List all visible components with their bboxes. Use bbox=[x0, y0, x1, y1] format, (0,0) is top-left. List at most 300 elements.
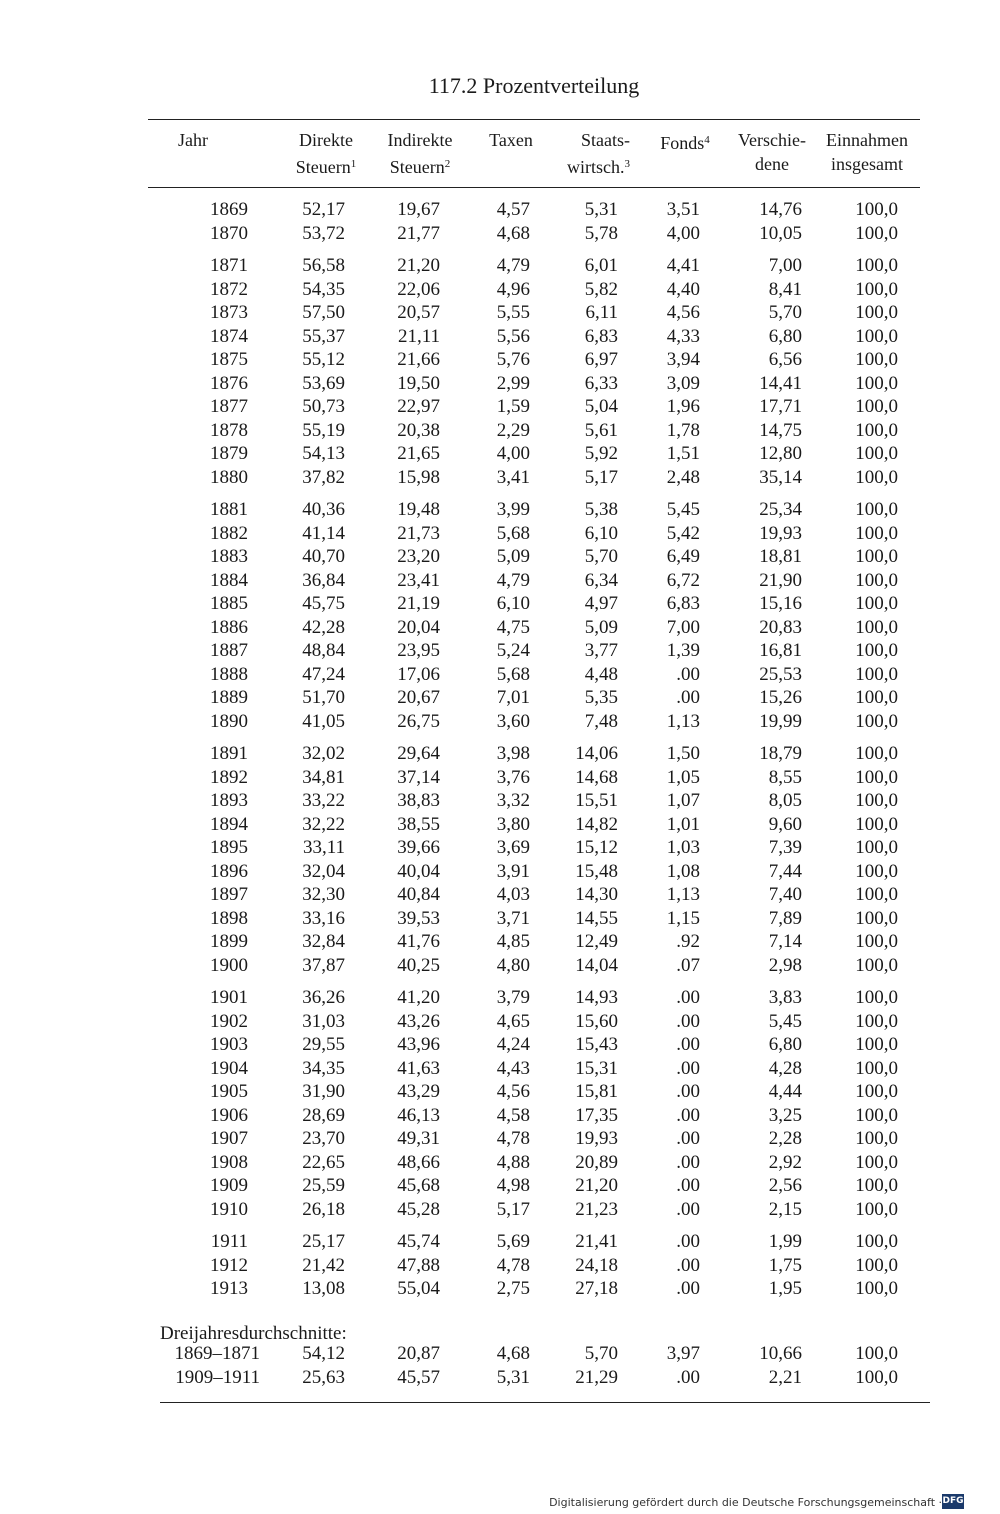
cell-staats: 20,89 bbox=[575, 1151, 618, 1173]
cell-fonds: 2,48 bbox=[666, 466, 700, 488]
cell-taxen: 4,43 bbox=[496, 1057, 530, 1079]
cell-year: 1895 bbox=[210, 837, 248, 858]
average-row bbox=[0, 1367, 1000, 1389]
cell-einnahmen: 100,0 bbox=[855, 499, 898, 520]
cell-staats: 6,83 bbox=[584, 325, 618, 347]
cell-fonds: .00 bbox=[676, 663, 700, 685]
cell-year: 1872 bbox=[210, 278, 248, 300]
cell-verschiedene: 9,60 bbox=[768, 813, 802, 835]
cell-fonds: .00 bbox=[676, 1198, 700, 1220]
header-verschiedene bbox=[726, 128, 818, 176]
cell-indirekte: 19,48 bbox=[397, 499, 440, 520]
cell-indirekte: 47,88 bbox=[397, 1254, 440, 1276]
cell-verschiedene: 4,28 bbox=[768, 1057, 802, 1079]
cell-year: 1888 bbox=[210, 663, 248, 685]
cell-taxen: 3,60 bbox=[496, 710, 530, 732]
cell-verschiedene: 17,71 bbox=[759, 396, 802, 417]
cell-staats: 15,51 bbox=[575, 790, 618, 811]
cell-year: 1869 bbox=[210, 199, 248, 220]
cell-staats: 6,11 bbox=[585, 302, 618, 323]
cell-direkte: 21,42 bbox=[302, 1254, 345, 1276]
cell-indirekte: 43,96 bbox=[397, 1034, 440, 1055]
cell-year: 1879 bbox=[210, 443, 248, 464]
cell-einnahmen: 100,0 bbox=[855, 790, 898, 811]
cell-direkte: 32,22 bbox=[302, 813, 345, 835]
cell-taxen: 4,85 bbox=[496, 931, 530, 952]
cell-year: 1878 bbox=[210, 419, 248, 441]
cell-verschiedene: 2,56 bbox=[768, 1175, 802, 1196]
cell-indirekte: 21,11 bbox=[397, 325, 440, 347]
cell-verschiedene: 2,28 bbox=[768, 1128, 802, 1149]
cell-staats: 14,68 bbox=[575, 766, 618, 788]
table-row bbox=[0, 814, 1000, 836]
cell-indirekte: 21,20 bbox=[397, 255, 440, 276]
cell-fonds: 4,40 bbox=[666, 278, 700, 300]
cell-year: 1884 bbox=[210, 569, 248, 591]
cell-verschiedene: 1,99 bbox=[768, 1231, 802, 1252]
cell-verschiedene: 7,89 bbox=[768, 907, 802, 929]
cell-fonds: .92 bbox=[676, 931, 700, 952]
cell-indirekte: 40,25 bbox=[397, 954, 440, 976]
cell-indirekte: 40,04 bbox=[397, 860, 440, 882]
cell-indirekte: 46,13 bbox=[397, 1104, 440, 1126]
table-row bbox=[0, 223, 1000, 245]
table-row bbox=[0, 467, 1000, 489]
cell-taxen: 5,56 bbox=[496, 325, 530, 347]
cell-einnahmen: 100,0 bbox=[855, 743, 898, 764]
cell-verschiedene: 18,79 bbox=[759, 743, 802, 764]
cell-fonds: .00 bbox=[676, 1034, 700, 1055]
table-row bbox=[0, 279, 1000, 301]
cell-fonds: .00 bbox=[676, 1278, 700, 1299]
cell-verschiedene: 7,44 bbox=[768, 860, 802, 882]
cell-fonds: 4,41 bbox=[666, 255, 700, 276]
cell-taxen: 4,96 bbox=[496, 278, 530, 300]
cell-verschiedene: 20,83 bbox=[759, 616, 802, 638]
cell-taxen: 4,78 bbox=[496, 1128, 530, 1149]
cell-verschiedene: 10,66 bbox=[759, 1343, 802, 1364]
cell-einnahmen: 100,0 bbox=[855, 931, 898, 952]
cell-verschiedene: 4,44 bbox=[768, 1081, 802, 1102]
table-row bbox=[0, 396, 1000, 418]
cell-verschiedene: 35,14 bbox=[759, 466, 802, 488]
cell-indirekte: 21,19 bbox=[397, 593, 440, 614]
cell-indirekte: 49,31 bbox=[397, 1128, 440, 1149]
cell-year: 1891 bbox=[210, 743, 248, 764]
cell-direkte: 40,36 bbox=[302, 499, 345, 520]
cell-staats: 5,35 bbox=[584, 687, 618, 708]
cell-staats: 14,04 bbox=[575, 954, 618, 976]
cell-indirekte: 48,66 bbox=[397, 1151, 440, 1173]
cell-indirekte: 23,95 bbox=[397, 640, 440, 661]
cell-taxen: 7,01 bbox=[496, 687, 530, 708]
cell-year: 1903 bbox=[210, 1034, 248, 1055]
cell-fonds: .00 bbox=[676, 987, 700, 1008]
header-indirekte-line1: Indirekte bbox=[387, 130, 453, 150]
cell-einnahmen: 100,0 bbox=[855, 687, 898, 708]
cell-fonds: .00 bbox=[676, 1175, 700, 1196]
cell-indirekte: 21,66 bbox=[397, 349, 440, 370]
cell-direkte: 22,65 bbox=[302, 1151, 345, 1173]
cell-einnahmen: 100,0 bbox=[855, 522, 898, 544]
cell-staats: 5,92 bbox=[584, 443, 618, 464]
cell-direkte: 51,70 bbox=[302, 687, 345, 708]
cell-einnahmen: 100,0 bbox=[855, 199, 898, 220]
table-row bbox=[0, 199, 1000, 221]
cell-fonds: 5,42 bbox=[666, 522, 700, 544]
cell-year: 1908 bbox=[210, 1151, 248, 1173]
cell-staats: 14,30 bbox=[575, 884, 618, 905]
table-row bbox=[0, 349, 1000, 371]
cell-verschiedene: 21,90 bbox=[759, 569, 802, 591]
table-row bbox=[0, 767, 1000, 789]
cell-fonds: 1,96 bbox=[666, 396, 700, 417]
cell-einnahmen: 100,0 bbox=[855, 1128, 898, 1149]
cell-direkte: 37,87 bbox=[302, 954, 345, 976]
cell-fonds: 1,78 bbox=[666, 419, 700, 441]
cell-indirekte: 45,28 bbox=[397, 1198, 440, 1220]
cell-year: 1907 bbox=[210, 1128, 248, 1149]
table-row bbox=[0, 908, 1000, 930]
cell-direkte: 32,02 bbox=[302, 743, 345, 764]
cell-fonds: .00 bbox=[676, 1231, 700, 1252]
cell-staats: 15,12 bbox=[575, 837, 618, 858]
cell-staats: 6,33 bbox=[584, 372, 618, 394]
cell-indirekte: 21,73 bbox=[397, 522, 440, 544]
cell-indirekte: 19,50 bbox=[397, 372, 440, 394]
cell-year: 1912 bbox=[210, 1254, 248, 1276]
cell-einnahmen: 100,0 bbox=[855, 255, 898, 276]
cell-staats: 4,97 bbox=[584, 593, 618, 614]
cell-direkte: 25,17 bbox=[302, 1231, 345, 1252]
cell-direkte: 13,08 bbox=[302, 1278, 345, 1299]
cell-fonds: 1,15 bbox=[666, 907, 700, 929]
cell-direkte: 33,22 bbox=[302, 790, 345, 811]
cell-staats: 6,97 bbox=[584, 349, 618, 370]
table-row bbox=[0, 1255, 1000, 1277]
cell-year: 1910 bbox=[210, 1198, 248, 1220]
cell-verschiedene: 8,55 bbox=[768, 766, 802, 788]
cell-year: 1885 bbox=[210, 593, 248, 614]
cell-taxen: 4,79 bbox=[496, 255, 530, 276]
cell-direkte: 50,73 bbox=[302, 396, 345, 417]
cell-taxen: 4,65 bbox=[496, 1010, 530, 1032]
table-row bbox=[0, 617, 1000, 639]
cell-einnahmen: 100,0 bbox=[855, 813, 898, 835]
cell-einnahmen: 100,0 bbox=[855, 1254, 898, 1276]
cell-fonds: .00 bbox=[676, 1151, 700, 1173]
cell-verschiedene: 1,75 bbox=[768, 1254, 802, 1276]
cell-fonds: .00 bbox=[676, 1104, 700, 1126]
cell-taxen: 5,69 bbox=[496, 1231, 530, 1252]
cell-direkte: 54,12 bbox=[302, 1343, 345, 1364]
header-verschiedene-line2: dene bbox=[755, 154, 789, 174]
cell-year: 1906 bbox=[210, 1104, 248, 1126]
table-row bbox=[0, 1128, 1000, 1150]
cell-direkte: 40,70 bbox=[302, 546, 345, 567]
cell-direkte: 55,37 bbox=[302, 325, 345, 347]
cell-staats: 17,35 bbox=[575, 1104, 618, 1126]
cell-fonds: 1,07 bbox=[666, 790, 700, 811]
cell-year: 1880 bbox=[210, 466, 248, 488]
cell-staats: 21,29 bbox=[575, 1367, 618, 1388]
section-label: Dreijahresdurchschnitte: bbox=[160, 1323, 347, 1344]
cell-indirekte: 45,57 bbox=[397, 1367, 440, 1388]
cell-taxen: 4,75 bbox=[496, 616, 530, 638]
cell-staats: 21,41 bbox=[575, 1231, 618, 1252]
cell-direkte: 55,12 bbox=[302, 349, 345, 370]
cell-taxen: 5,09 bbox=[496, 546, 530, 567]
table-row bbox=[0, 837, 1000, 859]
table-title: 117.2 Prozentverteilung bbox=[428, 73, 640, 98]
cell-staats: 14,93 bbox=[575, 987, 618, 1008]
cell-year: 1905 bbox=[210, 1081, 248, 1102]
cell-taxen: 5,76 bbox=[496, 349, 530, 370]
cell-einnahmen: 100,0 bbox=[855, 860, 898, 882]
cell-year: 1893 bbox=[210, 790, 248, 811]
cell-indirekte: 40,84 bbox=[397, 884, 440, 905]
cell-fonds: 4,56 bbox=[666, 302, 700, 323]
cell-direkte: 41,14 bbox=[302, 522, 345, 544]
cell-staats: 21,23 bbox=[575, 1198, 618, 1220]
cell-fonds: .00 bbox=[676, 1081, 700, 1102]
table-row bbox=[0, 1011, 1000, 1033]
cell-einnahmen: 100,0 bbox=[855, 349, 898, 370]
cell-indirekte: 37,14 bbox=[397, 766, 440, 788]
cell-year: 1899 bbox=[210, 931, 248, 952]
cell-einnahmen: 100,0 bbox=[855, 1151, 898, 1173]
cell-taxen: 3,69 bbox=[496, 837, 530, 858]
cell-fonds: .07 bbox=[676, 954, 700, 976]
cell-taxen: 5,55 bbox=[496, 302, 530, 323]
header-fonds-line1: Fonds$^4$ bbox=[660, 133, 710, 153]
table-row bbox=[0, 1034, 1000, 1056]
cell-fonds: 6,49 bbox=[666, 546, 700, 567]
cell-fonds: .00 bbox=[676, 1057, 700, 1079]
cell-indirekte: 43,29 bbox=[397, 1081, 440, 1102]
cell-indirekte: 38,83 bbox=[397, 790, 440, 811]
cell-staats: 5,78 bbox=[584, 222, 618, 244]
header-direkte-line2: Steuern$^1$ bbox=[295, 157, 357, 177]
cell-verschiedene: 7,39 bbox=[768, 837, 802, 858]
header-jahr bbox=[178, 128, 208, 152]
table-row bbox=[0, 1278, 1000, 1300]
table-row bbox=[0, 523, 1000, 545]
cell-direkte: 42,28 bbox=[302, 616, 345, 638]
cell-verschiedene: 19,99 bbox=[759, 710, 802, 732]
cell-taxen: 4,24 bbox=[496, 1034, 530, 1055]
cell-verschiedene: 8,05 bbox=[768, 790, 802, 811]
table-row bbox=[0, 499, 1000, 521]
cell-fonds: 1,51 bbox=[666, 443, 700, 464]
cell-year: 1881 bbox=[210, 499, 248, 520]
cell-einnahmen: 100,0 bbox=[855, 616, 898, 638]
header-staats-line1: Staats- bbox=[581, 130, 630, 150]
cell-staats: 5,04 bbox=[584, 396, 618, 417]
table-row bbox=[0, 1081, 1000, 1103]
cell-year: 1890 bbox=[210, 710, 248, 732]
cell-direkte: 33,16 bbox=[302, 907, 345, 929]
bottom-rule bbox=[160, 1402, 930, 1403]
cell-indirekte: 22,06 bbox=[397, 278, 440, 300]
cell-indirekte: 39,53 bbox=[397, 907, 440, 929]
cell-fonds: 3,97 bbox=[666, 1343, 700, 1364]
header-einnahmen-line1: Einnahmen bbox=[826, 130, 908, 150]
cell-staats: 15,31 bbox=[575, 1057, 618, 1079]
cell-einnahmen: 100,0 bbox=[855, 222, 898, 244]
cell-direkte: 34,35 bbox=[302, 1057, 345, 1079]
cell-einnahmen: 100,0 bbox=[855, 302, 898, 323]
cell-verschiedene: 14,76 bbox=[759, 199, 802, 220]
cell-einnahmen: 100,0 bbox=[855, 954, 898, 976]
table-row bbox=[0, 931, 1000, 953]
cell-taxen: 4,78 bbox=[496, 1254, 530, 1276]
cell-fonds: .00 bbox=[676, 1254, 700, 1276]
cell-taxen: 4,68 bbox=[496, 1343, 530, 1364]
cell-verschiedene: 7,00 bbox=[768, 255, 802, 276]
cell-staats: 19,93 bbox=[575, 1128, 618, 1149]
cell-taxen: 5,17 bbox=[496, 1198, 530, 1220]
cell-direkte: 26,18 bbox=[302, 1198, 345, 1220]
cell-taxen: 4,03 bbox=[496, 884, 530, 905]
cell-direkte: 54,13 bbox=[302, 443, 345, 464]
cell-year: 1875 bbox=[210, 349, 248, 370]
dfg-logo: DFG bbox=[942, 1494, 964, 1509]
cell-year: 1896 bbox=[210, 860, 248, 882]
cell-year: 1909 bbox=[210, 1175, 248, 1196]
cell-year: 1871 bbox=[210, 255, 248, 276]
cell-fonds: .00 bbox=[676, 1010, 700, 1032]
cell-verschiedene: 25,53 bbox=[759, 663, 802, 685]
cell-einnahmen: 100,0 bbox=[855, 884, 898, 905]
cell-direkte: 34,81 bbox=[302, 766, 345, 788]
cell-taxen: 4,88 bbox=[496, 1151, 530, 1173]
cell-year: 1874 bbox=[210, 325, 248, 347]
cell-direkte: 31,90 bbox=[302, 1081, 345, 1102]
cell-taxen: 6,10 bbox=[496, 593, 530, 614]
cell-taxen: 5,31 bbox=[496, 1367, 530, 1388]
cell-verschiedene: 3,83 bbox=[768, 987, 802, 1008]
cell-direkte: 48,84 bbox=[302, 640, 345, 661]
cell-staats: 27,18 bbox=[575, 1278, 618, 1299]
cell-verschiedene: 10,05 bbox=[759, 222, 802, 244]
cell-staats: 5,31 bbox=[584, 199, 618, 220]
cell-staats: 5,61 bbox=[584, 419, 618, 441]
cell-year: 1911 bbox=[210, 1231, 248, 1252]
cell-einnahmen: 100,0 bbox=[855, 419, 898, 441]
header-einnahmen-line2: insgesamt bbox=[831, 154, 903, 174]
cell-taxen: 2,99 bbox=[496, 372, 530, 394]
cell-indirekte: 23,41 bbox=[397, 569, 440, 591]
cell-year: 1904 bbox=[210, 1057, 248, 1079]
cell-indirekte: 45,74 bbox=[397, 1231, 440, 1252]
table-row bbox=[0, 861, 1000, 883]
cell-taxen: 2,29 bbox=[496, 419, 530, 441]
cell-verschiedene: 25,34 bbox=[759, 499, 802, 520]
cell-fonds: 4,33 bbox=[666, 325, 700, 347]
cell-einnahmen: 100,0 bbox=[855, 837, 898, 858]
cell-einnahmen: 100,0 bbox=[855, 325, 898, 347]
table-row bbox=[0, 640, 1000, 662]
cell-einnahmen: 100,0 bbox=[855, 372, 898, 394]
cell-year: 1882 bbox=[210, 522, 248, 544]
header-staats bbox=[548, 128, 630, 179]
cell-staats: 5,17 bbox=[584, 466, 618, 488]
cell-direkte: 52,17 bbox=[302, 199, 345, 220]
cell-indirekte: 45,68 bbox=[397, 1175, 440, 1196]
table-row bbox=[0, 955, 1000, 977]
cell-taxen: 2,75 bbox=[496, 1278, 530, 1299]
cell-verschiedene: 5,45 bbox=[768, 1010, 802, 1032]
cell-year: 1902 bbox=[210, 1010, 248, 1032]
cell-taxen: 3,79 bbox=[496, 987, 530, 1008]
cell-staats: 5,38 bbox=[584, 499, 618, 520]
cell-year: 1873 bbox=[210, 302, 248, 323]
table-row bbox=[0, 1175, 1000, 1197]
top-rule bbox=[148, 119, 920, 120]
cell-direkte: 33,11 bbox=[302, 837, 345, 858]
cell-fonds: 4,00 bbox=[666, 222, 700, 244]
cell-verschiedene: 15,26 bbox=[759, 687, 802, 708]
cell-direkte: 25,59 bbox=[302, 1175, 345, 1196]
cell-einnahmen: 100,0 bbox=[855, 1081, 898, 1102]
cell-staats: 6,01 bbox=[584, 255, 618, 276]
cell-direkte: 25,63 bbox=[302, 1367, 345, 1388]
cell-year: 1870 bbox=[210, 222, 248, 244]
cell-verschiedene: 6,80 bbox=[768, 1034, 802, 1055]
cell-taxen: 5,68 bbox=[496, 663, 530, 685]
cell-taxen: 1,59 bbox=[496, 396, 530, 417]
cell-einnahmen: 100,0 bbox=[855, 466, 898, 488]
cell-verschiedene: 15,16 bbox=[759, 593, 802, 614]
cell-direkte: 37,82 bbox=[302, 466, 345, 488]
cell-fonds: .00 bbox=[676, 687, 700, 708]
cell-direkte: 23,70 bbox=[302, 1128, 345, 1149]
cell-fonds: 1,01 bbox=[666, 813, 700, 835]
cell-year: 1894 bbox=[210, 813, 248, 835]
cell-verschiedene: 2,15 bbox=[768, 1198, 802, 1220]
cell-indirekte: 39,66 bbox=[397, 837, 440, 858]
cell-direkte: 36,84 bbox=[302, 569, 345, 591]
cell-einnahmen: 100,0 bbox=[855, 396, 898, 417]
header-verschiedene-line1: Verschie- bbox=[738, 130, 806, 150]
cell-indirekte: 41,63 bbox=[397, 1057, 440, 1079]
cell-direkte: 53,69 bbox=[302, 372, 345, 394]
cell-indirekte: 19,67 bbox=[397, 199, 440, 220]
cell-direkte: 45,75 bbox=[302, 593, 345, 614]
table-row bbox=[0, 373, 1000, 395]
cell-year: 1897 bbox=[210, 884, 248, 905]
cell-taxen: 3,98 bbox=[496, 743, 530, 764]
cell-staats: 3,77 bbox=[584, 640, 618, 661]
cell-einnahmen: 100,0 bbox=[855, 640, 898, 661]
cell-direkte: 32,30 bbox=[302, 884, 345, 905]
cell-verschiedene: 2,21 bbox=[768, 1367, 802, 1388]
cell-direkte: 28,69 bbox=[302, 1104, 345, 1126]
cell-taxen: 3,99 bbox=[496, 499, 530, 520]
cell-taxen: 4,98 bbox=[496, 1175, 530, 1196]
cell-indirekte: 15,98 bbox=[397, 466, 440, 488]
table-row bbox=[0, 302, 1000, 324]
cell-einnahmen: 100,0 bbox=[855, 710, 898, 732]
cell-einnahmen: 100,0 bbox=[855, 1367, 898, 1388]
cell-taxen: 4,57 bbox=[496, 199, 530, 220]
cell-direkte: 36,26 bbox=[302, 987, 345, 1008]
cell-einnahmen: 100,0 bbox=[855, 278, 898, 300]
cell-verschiedene: 12,80 bbox=[759, 443, 802, 464]
cell-staats: 21,20 bbox=[575, 1175, 618, 1196]
cell-taxen: 5,68 bbox=[496, 522, 530, 544]
